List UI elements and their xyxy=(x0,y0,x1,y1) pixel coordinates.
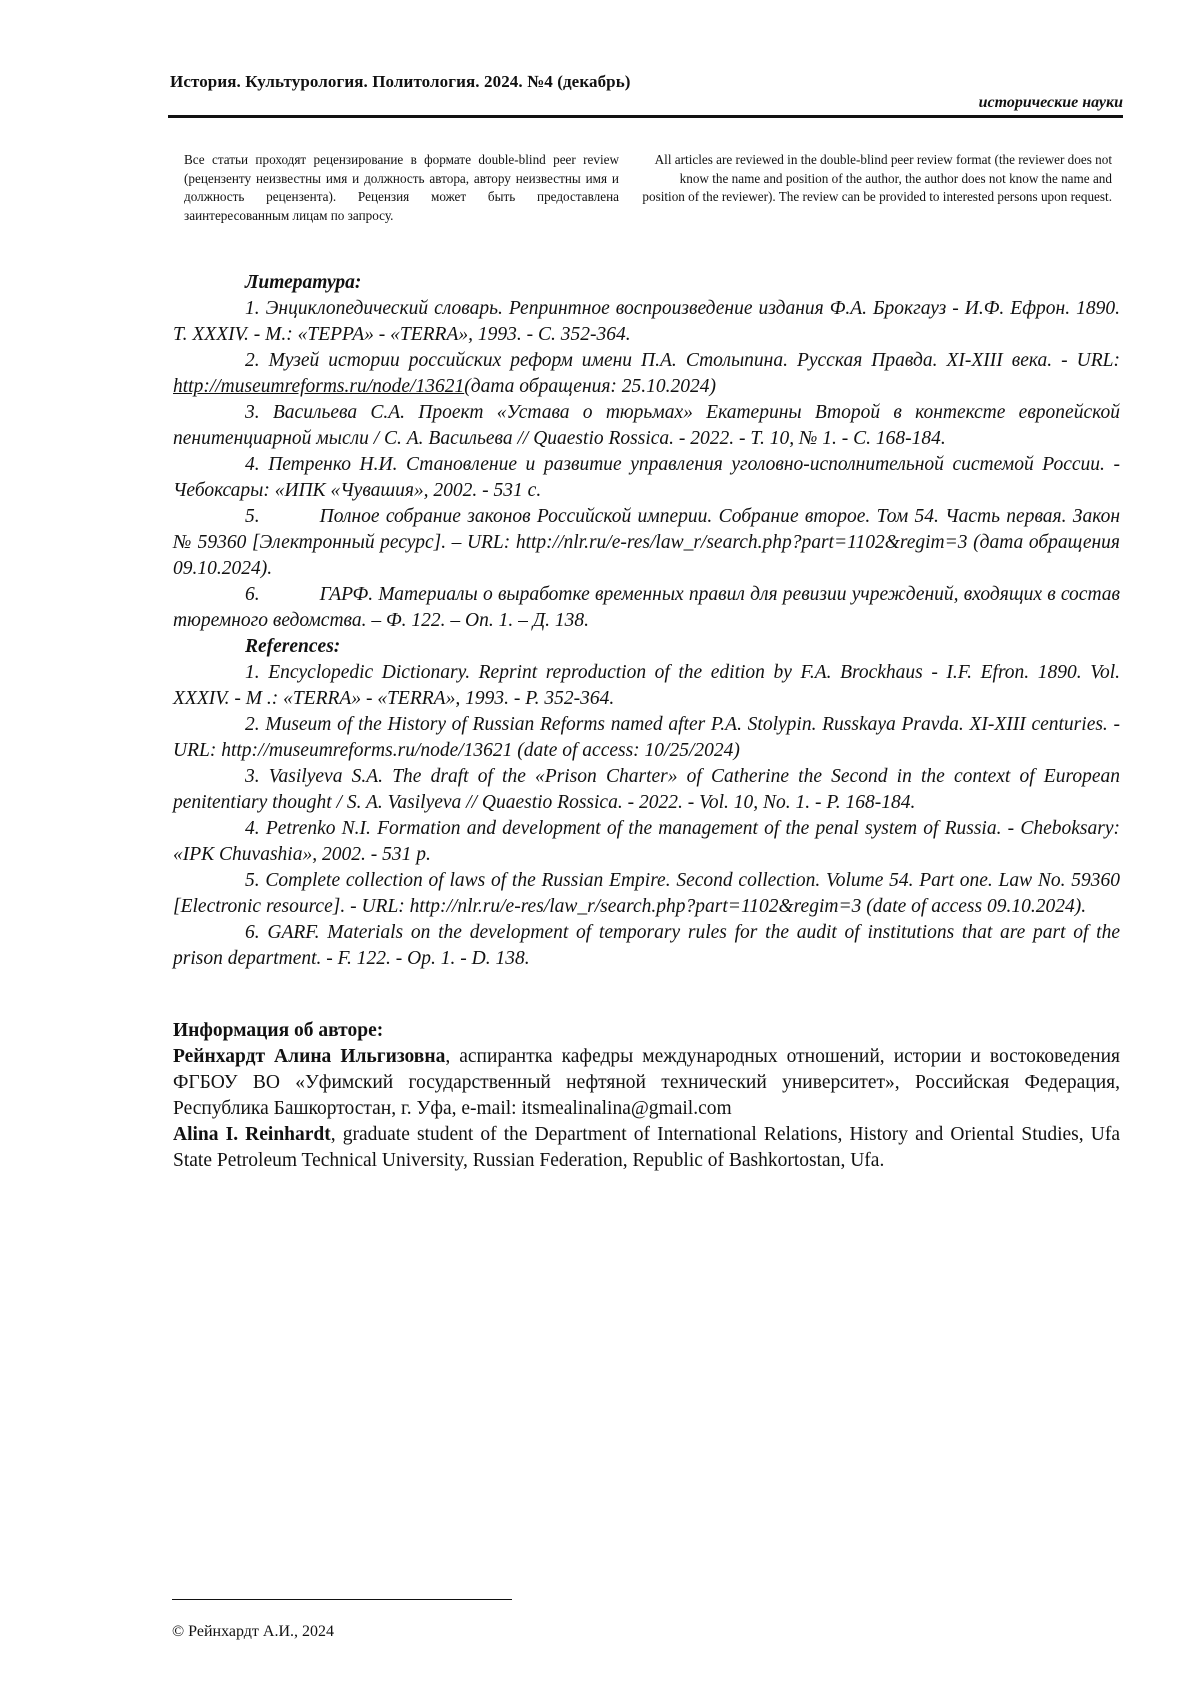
literature-heading: Литература: xyxy=(245,272,362,293)
header-divider xyxy=(168,115,1123,118)
literature-item-5-text: Полное собрание законов Российской империи. Собрание второе. Том 54. Часть первая. Закон № 59360 [Электронный ресурс]. – URL: http://nlr.ru/e-res/law_r/search.php?part=1102&regim=3 (дата обращения 09.10.2024). xyxy=(173,506,1120,579)
literature-item-2-link[interactable]: http://museumreforms.ru/node/13621 xyxy=(173,376,465,397)
journal-title: История. Культурология. Политология. 2024. №4 (декабрь) xyxy=(170,72,631,91)
literature-item-5-number: 5. xyxy=(245,506,260,527)
literature-item-2 xyxy=(173,348,1120,400)
section-name: исторические науки xyxy=(978,94,1123,111)
literature-item-4: 4. Петренко Н.И. Становление и развитие управления уголовно-исполнительной системой России. - Чебоксары: «ИПК «Чувашия», 2002. - 531 с. xyxy=(173,454,1120,501)
author-details-en: , graduate student of the Department of International Relations, History and Oriental Studies, Ufa State Petroleum Technical University, Russian Federation, Republic of Bashkortostan, Ufa. xyxy=(173,1124,1120,1171)
literature-item-6 xyxy=(173,582,1120,634)
literature-item-3: 3. Васильева С.А. Проект «Устава о тюрьмах» Екатерины Второй в контексте европейской пенитенциарной мысли / С. А. Васильева // Quaestio Rossica. - 2022. - Т. 10, № 1. - С. 168-184. xyxy=(173,402,1120,449)
reference-item-2: 2. Museum of the History of Russian Reforms named after P.A. Stolypin. Russkaya Pravda. XI-XIII centuries. - URL: http://museumreforms.ru/node/13621 (date of access: 10/25/2024) xyxy=(173,714,1120,761)
literature-item-6-number: 6. xyxy=(245,584,260,605)
author-info xyxy=(173,1018,1120,1174)
references-section xyxy=(173,270,1120,972)
reference-item-5: 5. Complete collection of laws of the Russian Empire. Second collection. Volume 54. Part one. Law No. 59360 [Electronic resource]. - URL: http://nlr.ru/e-res/law_r/search.php?part=1102&regim=3 (date of access 09.10.2024). xyxy=(173,870,1120,917)
reference-item-1: 1. Encyclopedic Dictionary. Reprint reproduction of the edition by F.A. Brockhaus - I.F. Efron. 1890. Vol. XXXIV. - M .: «TERRA» - «TERRA», 1993. - P. 352-364. xyxy=(173,662,1120,709)
reference-item-6: 6. GARF. Materials on the development of temporary rules for the audit of institutions that are part of the prison department. - F. 122. - Op. 1. - D. 138. xyxy=(173,922,1120,969)
author-en xyxy=(173,1122,1120,1174)
review-note-ru: Все статьи проходят рецензирование в формате double-blind peer review (рецензенту неизвестны имя и должность автора, автору неизвестны имя и должность рецензента). Рецензия может быть предоставлена заинтересованным лицам по запросу. xyxy=(184,152,619,223)
literature-item-2-date: (дата обращения: 25.10.2024) xyxy=(464,376,717,397)
reference-item-4: 4. Petrenko N.I. Formation and development of the management of the penal system of Russia. - Cheboksary: «IPK Chuvashia», 2002. - 531 p. xyxy=(173,818,1120,865)
author-ru xyxy=(173,1044,1120,1122)
literature-item-2-text: 2. Музей истории российских реформ имени П.А. Столыпина. Русская Правда. XI-XIII века. - URL: xyxy=(245,350,1120,371)
references-heading: References: xyxy=(245,636,341,657)
review-note-en: All articles are reviewed in the double-blind peer review format (the reviewer does not know the name and position of the author, the author does not know the name and position of the reviewer). The review can be provided to interested persons upon request. xyxy=(642,152,1112,204)
author-details-ru: , аспирантка кафедры международных отношений, истории и востоковедения ФГБОУ ВО «Уфимский государственный нефтяной технический университет», Российская Федерация, Республика Башкортостан, г. Уфа, e-mail: itsmealinalina@gmail.com xyxy=(173,1046,1120,1119)
literature-item-6-text: ГАРФ. Материалы о выработке временных правил для ревизии учреждений, входящих в состав тюремного ведомства. – Ф. 122. – Оп. 1. – Д. 138. xyxy=(173,584,1120,631)
footnote-divider xyxy=(172,1599,512,1600)
author-heading: Информация об авторе: xyxy=(173,1020,384,1041)
author-name-en: Alina I. Reinhardt xyxy=(173,1124,331,1145)
literature-item-5 xyxy=(173,504,1120,582)
reference-item-3: 3. Vasilyeva S.A. The draft of the «Prison Charter» of Catherine the Second in the context of European penitentiary thought / S. A. Vasilyeva // Quaestio Rossica. - 2022. - Vol. 10, No. 1. - P. 168-184. xyxy=(173,766,1120,813)
copyright-notice: © Рейнхардт А.И., 2024 xyxy=(172,1623,334,1640)
author-name-ru: Рейнхардт Алина Ильгизовна xyxy=(173,1046,446,1067)
literature-item-1: 1. Энциклопедический словарь. Репринтное воспроизведение издания Ф.А. Брокгауз - И.Ф. Ефрон. 1890. Т. XXXIV. - М.: «ТЕРРА» - «TERRA», 1993. - С. 352-364. xyxy=(173,298,1120,345)
